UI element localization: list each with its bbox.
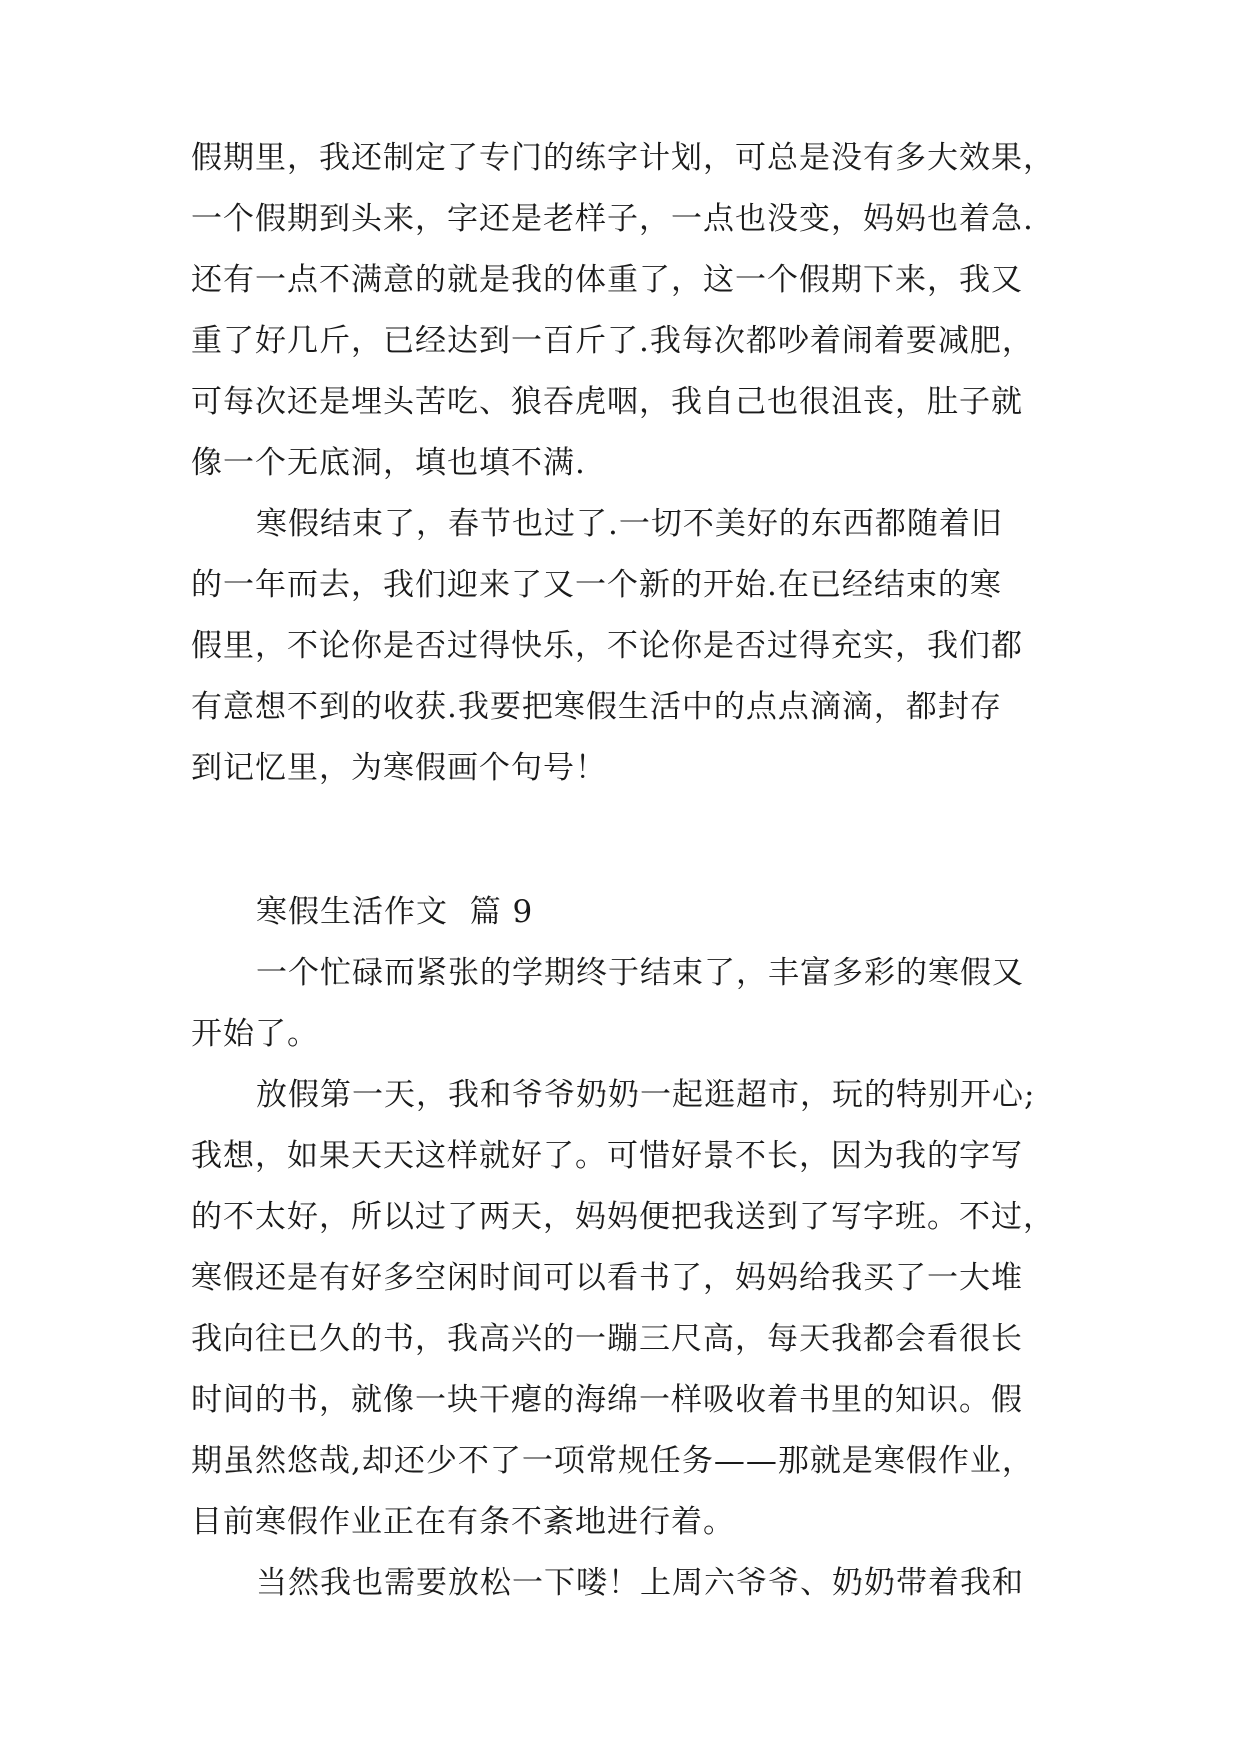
text-line: 的一年而去，我们迎来了又一个新的开始.在已经结束的寒 (191, 567, 1002, 603)
paragraph-first-line: 寒假结束了，春节也过了.一切不美好的东西都随着旧 (256, 506, 1003, 542)
text-line: 的不太好，所以过了两天，妈妈便把我送到了写字班。不过， (191, 1199, 1055, 1235)
text-line: 寒假还是有好多空闲时间可以看书了，妈妈给我买了一大堆 (191, 1260, 1023, 1296)
text-line: 开始了。 (191, 1016, 319, 1052)
text-line: 一个假期到头来，字还是老样子，一点也没变，妈妈也着急. (191, 201, 1034, 237)
text-line: 有意想不到的收获.我要把寒假生活中的点点滴滴，都封存 (191, 689, 1002, 725)
text-line: 假里，不论你是否过得快乐，不论你是否过得充实，我们都 (191, 628, 1023, 664)
text-line: 重了好几斤，已经达到一百斤了.我每次都吵着闹着要减肥， (191, 323, 1034, 359)
text-line: 我向往已久的书，我高兴的一蹦三尺高，每天我都会看很长 (191, 1321, 1023, 1357)
text-line: 到记忆里，为寒假画个句号！ (191, 750, 607, 786)
text-line: 目前寒假作业正在有条不紊地进行着。 (191, 1504, 735, 1540)
section-gap (191, 799, 1061, 882)
text-line: 还有一点不满意的就是我的体重了，这一个假期下来，我又 (191, 262, 1023, 298)
text-line: 我想，如果天天这样就好了。可惜好景不长，因为我的字写 (191, 1138, 1023, 1174)
paragraph-first-line: 放假第一天，我和爷爷奶奶一起逛超市，玩的特别开心; (256, 1077, 1036, 1113)
document-body (191, 128, 1061, 1614)
text-line: 时间的书，就像一块干瘪的海绵一样吸收着书里的知识。假 (191, 1382, 1023, 1418)
paragraph-first-line: 一个忙碌而紧张的学期终于结束了，丰富多彩的寒假又 (256, 955, 1024, 991)
text-line: 假期里，我还制定了专门的练字计划，可总是没有多大效果， (191, 140, 1055, 176)
text-line: 可每次还是埋头苦吃、狼吞虎咽，我自己也很沮丧，肚子就 (191, 384, 1023, 420)
text-line: 像一个无底洞，填也填不满. (191, 445, 586, 481)
text-line: 期虽然悠哉,却还少不了一项常规任务——那就是寒假作业， (191, 1443, 1034, 1479)
paragraph-first-line: 当然我也需要放松一下喽！上周六爷爷、奶奶带着我和 (256, 1565, 1024, 1601)
section-title: 寒假生活作文 篇 9 (256, 894, 534, 930)
